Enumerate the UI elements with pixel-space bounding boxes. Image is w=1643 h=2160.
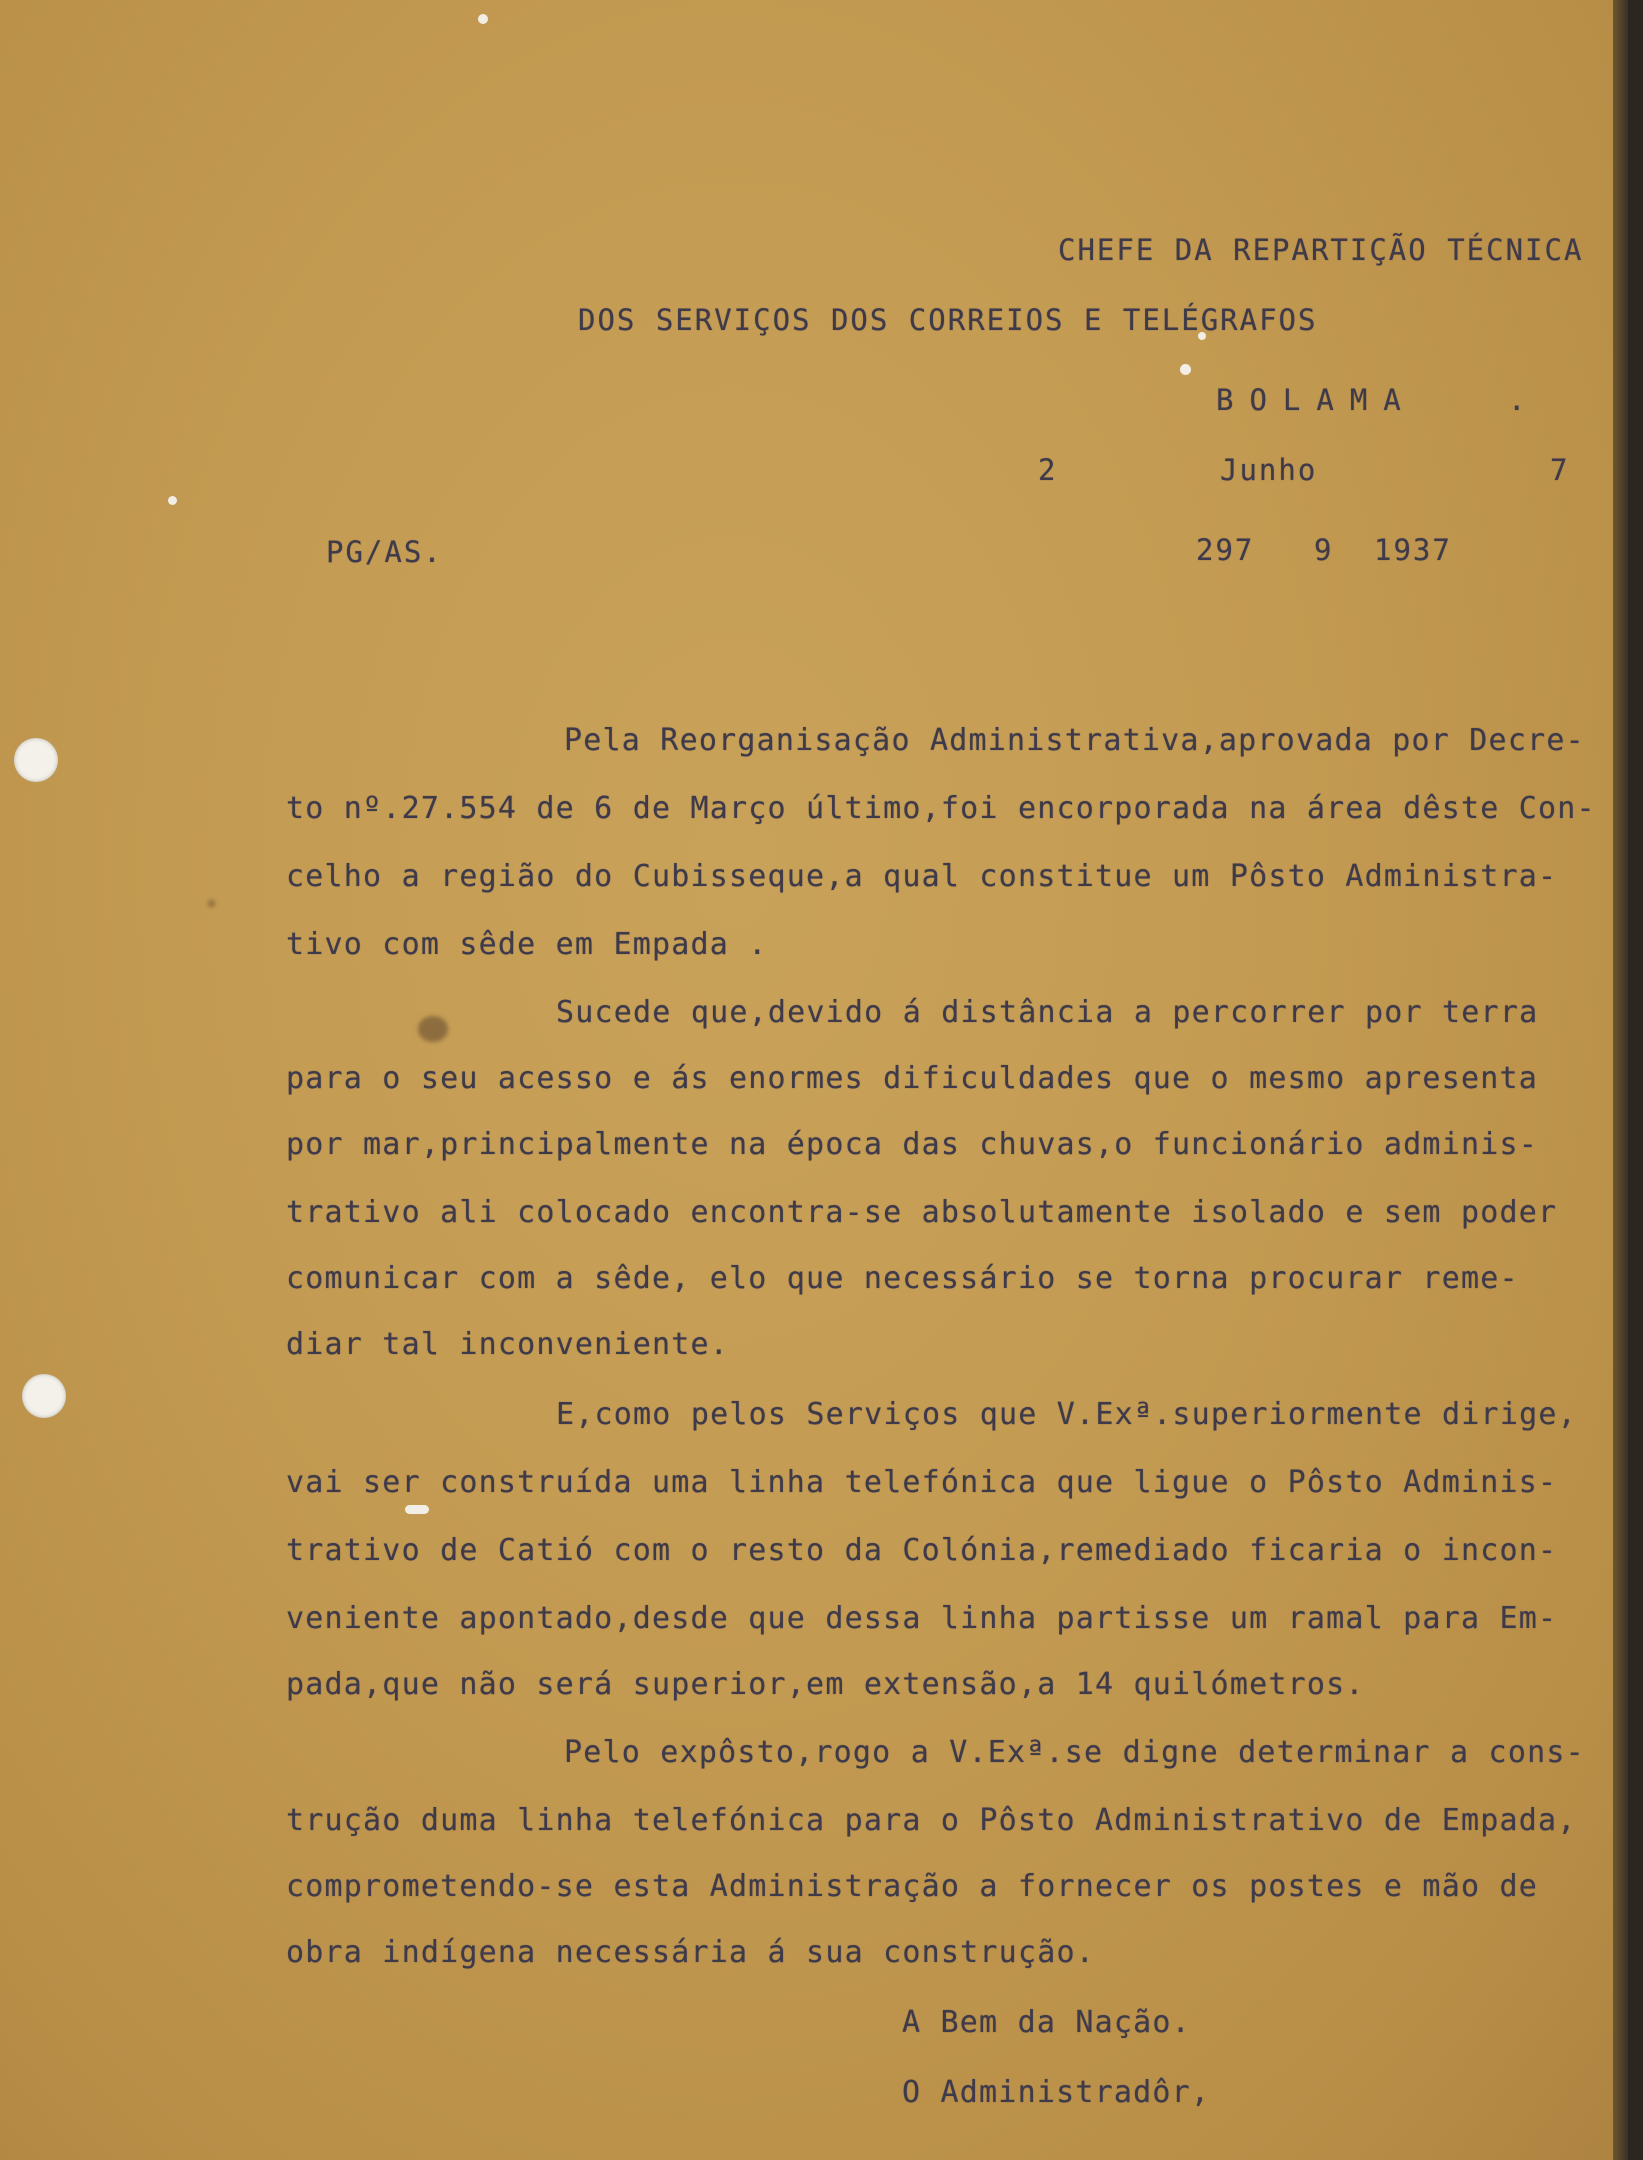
header-office-title: CHEFE DA REPARTIÇÃO TÉCNICA bbox=[1058, 233, 1584, 267]
header-month: Junho bbox=[1220, 453, 1318, 487]
header-year-suffix: 7 bbox=[1550, 453, 1570, 487]
paragraph-3-line-4: veniente apontado,desde que dessa linha partisse um ramal para Em- bbox=[286, 1601, 1558, 1636]
paragraph-2-line-2: para o seu acesso e ás enormes dificuldades que o mesmo apresenta bbox=[286, 1061, 1538, 1096]
header-day: 2 bbox=[1038, 453, 1058, 487]
header-place-dot: . bbox=[1508, 383, 1528, 417]
paragraph-2-line-6: diar tal inconveniente. bbox=[286, 1327, 730, 1362]
paper-speck bbox=[1180, 364, 1191, 375]
paragraph-2-line-1: Sucede que,devido á distância a percorrer por terra bbox=[556, 995, 1539, 1030]
paragraph-2-line-4: trativo ali colocado encontra-se absolutamente isolado e sem poder bbox=[286, 1195, 1558, 1230]
paragraph-2-line-3: por mar,principalmente na época das chuvas,o funcionário adminis- bbox=[286, 1127, 1538, 1162]
paragraph-1-line-3: celho a região do Cubisseque,a qual constitue um Pôsto Administra- bbox=[286, 859, 1558, 894]
paper-speck bbox=[168, 496, 177, 505]
closing-signature-title: O Administradôr, bbox=[902, 2075, 1211, 2110]
page-edge-shadow bbox=[1613, 0, 1628, 2160]
ink-smudge bbox=[418, 1016, 448, 1042]
paragraph-4-line-2: trução duma linha telefónica para o Pôsto Administrativo de Empada, bbox=[286, 1803, 1577, 1838]
punch-hole-bottom bbox=[22, 1374, 66, 1418]
paper-speck bbox=[405, 1505, 429, 1514]
paragraph-2-line-5: comunicar com a sêde, elo que necessário se torna procurar reme- bbox=[286, 1261, 1519, 1296]
paragraph-3-line-5: pada,que não será superior,em extensão,a 14 quilómetros. bbox=[286, 1667, 1365, 1702]
paper-speck bbox=[478, 14, 488, 24]
paragraph-4-line-3: comprometendo-se esta Administração a fornecer os postes e mão de bbox=[286, 1869, 1538, 1904]
header-year: 1937 bbox=[1374, 533, 1452, 567]
header-number-sub: 9 bbox=[1314, 533, 1334, 567]
ink-smudge bbox=[208, 900, 215, 907]
paragraph-1-line-1: Pela Reorganisação Administrativa,aprovada por Decre- bbox=[564, 723, 1585, 758]
paragraph-1-line-4: tivo com sêde em Empada . bbox=[286, 927, 768, 962]
header-place: BOLAMA bbox=[1216, 383, 1417, 417]
paragraph-3-line-3: trativo de Catió com o resto da Colónia,remediado ficaria o incon- bbox=[286, 1533, 1558, 1568]
paragraph-3-line-1: E,como pelos Serviços que V.Exª.superiormente dirige, bbox=[556, 1397, 1577, 1432]
closing-salutation: A Bem da Nação. bbox=[902, 2005, 1191, 2040]
paragraph-3-line-2: vai ser construída uma linha telefónica que ligue o Pôsto Adminis- bbox=[286, 1465, 1558, 1500]
header-department-title: DOS SERVIÇOS DOS CORREIOS E TELÉGRAFOS bbox=[578, 303, 1318, 337]
punch-hole-top bbox=[14, 738, 58, 782]
paragraph-1-line-2: to nº.27.554 de 6 de Março último,foi encorporada na área dêste Con- bbox=[286, 791, 1596, 826]
header-reference: PG/AS. bbox=[326, 535, 443, 569]
paragraph-4-line-1: Pelo expôsto,rogo a V.Exª.se digne determinar a cons- bbox=[564, 1735, 1585, 1770]
paragraph-4-line-4: obra indígena necessária á sua construção. bbox=[286, 1935, 1095, 1970]
header-number: 297 bbox=[1196, 533, 1255, 567]
